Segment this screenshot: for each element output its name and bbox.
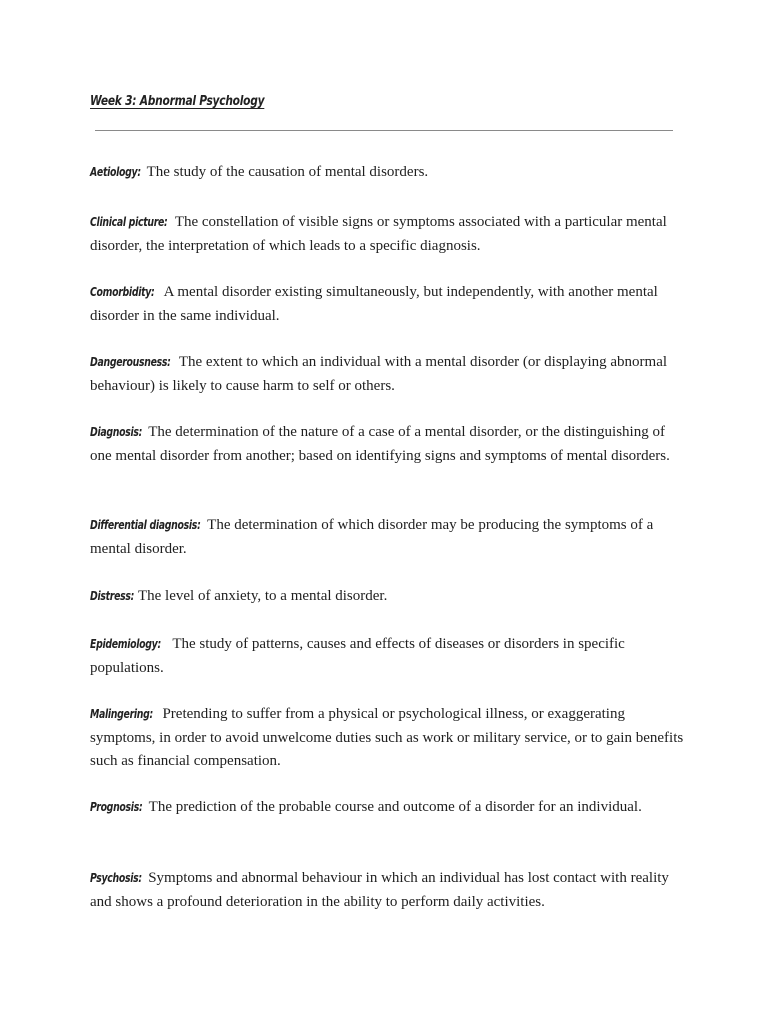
definition-entry-aetiology <box>90 160 690 184</box>
definition-text: The level of anxiety, to a mental disorder. <box>137 588 388 604</box>
definition-text: Symptoms and abnormal behaviour in which an individual has lost contact with reality and shows a profound deterioration in the ability to perform daily activities. <box>90 870 669 910</box>
definition-text: A mental disorder existing simultaneously, but independently, with another mental disorder in the same individual. <box>90 284 658 324</box>
definition-text: The extent to which an individual with a mental disorder (or displaying abnormal behaviour) is likely to cause harm to self or others. <box>90 354 668 394</box>
definition-text: Pretending to suffer from a physical or psychological illness, or exaggerating symptoms, in order to avoid unwelcome duties such as work or military service, or to gain benefits such as financial compensation. <box>90 706 684 769</box>
definition-text: The study of the causation of mental disorders. <box>146 164 429 180</box>
definition-term: Differential diagnosis: <box>90 518 201 532</box>
definition-term: Clinical picture: <box>90 215 168 229</box>
definition-entry-comorbidity <box>90 280 690 328</box>
definition-entry-differential-diagnosis <box>90 513 690 561</box>
definition-entry-distress <box>90 584 690 608</box>
definition-text: The study of patterns, causes and effects of diseases or disorders in specific populations. <box>90 636 625 676</box>
definition-entry-clinical-picture <box>90 210 690 258</box>
definition-entry-prognosis <box>90 795 690 819</box>
definition-entry-malingering <box>90 703 690 774</box>
definition-term: Prognosis: <box>90 800 143 814</box>
definition-term: Aetiology: <box>90 165 141 179</box>
definition-entry-psychosis <box>90 866 690 914</box>
definition-term: Comorbidity: <box>90 285 155 299</box>
definition-entry-dangerousness <box>90 350 690 398</box>
definition-entry-diagnosis <box>90 421 690 468</box>
definition-text: The determination of the nature of a case of a mental disorder, or the distinguishing of one mental disorder from another; based on identifying signs and symptoms of mental disorders. <box>90 424 670 464</box>
definition-term: Epidemiology: <box>90 637 161 651</box>
definition-text: The constellation of visible signs or symptoms associated with a particular mental disorder, the interpretation of which leads to a specific diagnosis. <box>90 214 667 254</box>
definition-term: Psychosis: <box>90 871 142 885</box>
definition-entry-epidemiology <box>90 632 690 680</box>
definition-text: The prediction of the probable course and outcome of a disorder for an individual. <box>148 799 642 815</box>
definition-text: The determination of which disorder may be producing the symptoms of a mental disorder. <box>90 517 654 557</box>
definition-term: Dangerousness: <box>90 355 171 369</box>
definition-term: Malingering: <box>90 707 153 721</box>
page-title: Week 3: Abnormal Psychology <box>90 94 265 109</box>
title-divider <box>95 130 673 131</box>
definition-term: Diagnosis: <box>90 425 143 439</box>
definition-term: Distress: <box>90 589 135 603</box>
